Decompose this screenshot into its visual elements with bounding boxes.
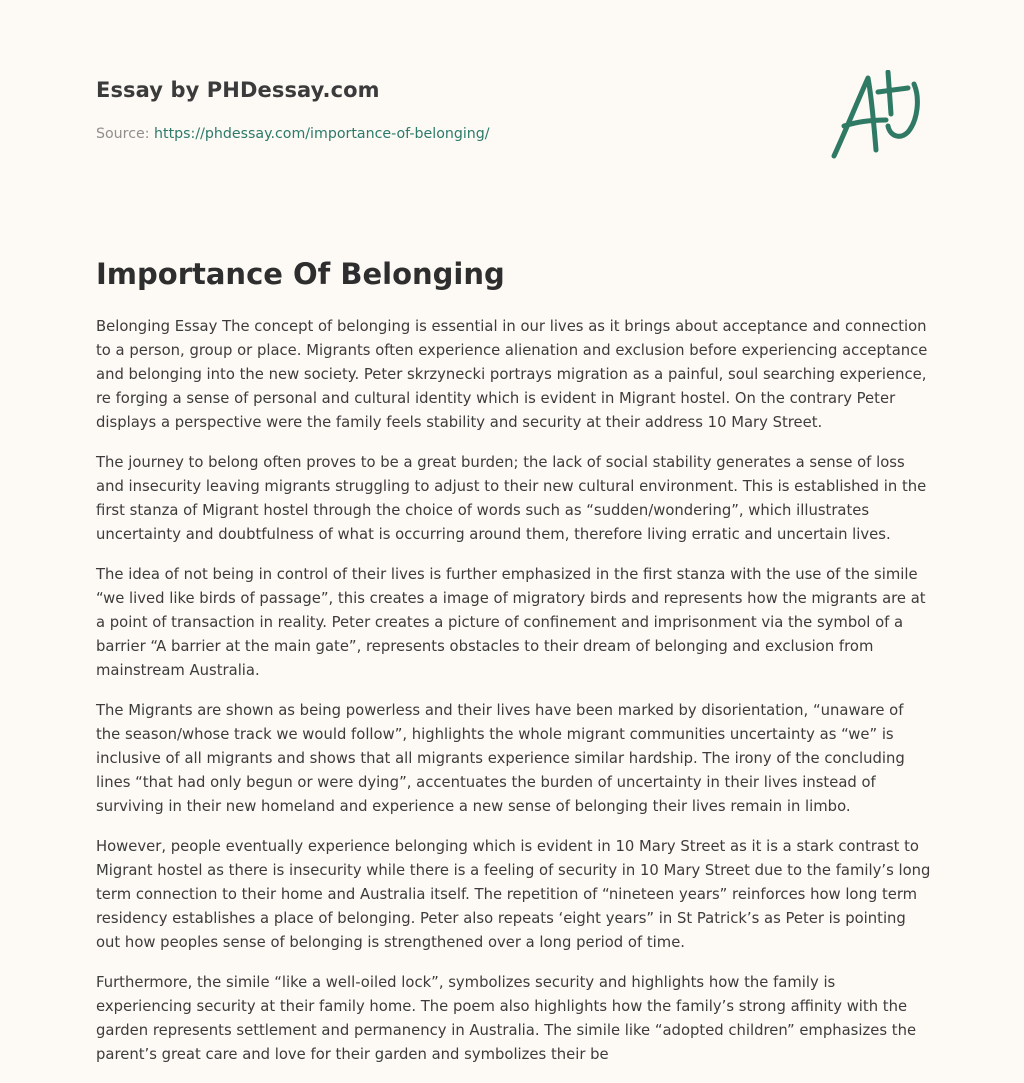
essay-title: Importance Of Belonging — [96, 257, 505, 291]
source-line — [96, 124, 490, 144]
essay-paragraph: Furthermore, the simile “like a well-oiled lock”, symbolizes security and highlights how the family is experiencing security at their family home. The poem also highlights how the family’s strong affinity with the garden represents settlement and permanency in Australia. The simile like “adopted children” emphasizes the parent’s great care and love for their garden and symbolizes their be — [96, 974, 917, 1063]
essay-body — [96, 315, 932, 1083]
source-label: Source: — [96, 126, 155, 142]
a-plus-logo-icon — [828, 70, 928, 162]
essay-paragraph: The Migrants are shown as being powerless and their lives have been marked by disorientation, “unaware of the season/whose track we would follow”, highlights the whole migrant communities uncertainty as “we” is inclusive of all migrants and shows that all migrants experience similar hardship. The irony of the concluding lines “that had only begun or were dying”, accentuates the burden of uncertainty in their lives instead of surviving in their new homeland and experience a new sense of belonging their lives remain in limbo. — [96, 702, 905, 815]
source-link[interactable]: https://phdessay.com/importance-of-belonging/ — [154, 126, 490, 142]
essay-paragraph: However, people eventually experience belonging which is evident in 10 Mary Street as it is a stark contrast to Migrant hostel as there is insecurity while there is a feeling of security in 10 Mary Street due to the family’s long term connection to their home and Australia itself. The repetition of “nineteen years” reinforces how long term residency establishes a place of belonging. Peter also repeats ‘eight years” in St Patrick’s as Peter is pointing out how peoples sense of belonging is strengthened over a long period of time. — [96, 838, 931, 951]
page-header — [96, 74, 928, 174]
site-title: Essay by PHDessay.com — [96, 78, 380, 102]
essay-paragraph: Belonging Essay The concept of belonging is essential in our lives as it brings about acceptance and connection to a person, group or place. Migrants often experience alienation and exclusion before experiencing acceptance and belonging into the new society. Peter skrzynecki portrays migration as a painful, soul searching experience, re forging a sense of personal and cultural identity which is evident in Migrant hostel. On the contrary Peter displays a perspective were the family feels stability and security at their address 10 Mary Street. — [96, 318, 928, 431]
essay-paragraph: The idea of not being in control of their lives is further emphasized in the first stanza with the use of the simile “we lived like birds of passage”, this creates a image of migratory birds and represents how the migrants are at a point of transaction in reality. Peter creates a picture of confinement and imprisonment via the symbol of a barrier “A barrier at the main gate”, represents obstacles to their dream of belonging and exclusion from mainstream Australia. — [96, 566, 926, 679]
essay-paragraph: The journey to belong often proves to be a great burden; the lack of social stability generates a sense of loss and insecurity leaving migrants struggling to adjust to their new cultural environment. This is established in the first stanza of Migrant hostel through the choice of words such as “sudden/wondering”, which illustrates uncertainty and doubtfulness of what is occurring around them, therefore living erratic and uncertain lives. — [96, 454, 927, 543]
